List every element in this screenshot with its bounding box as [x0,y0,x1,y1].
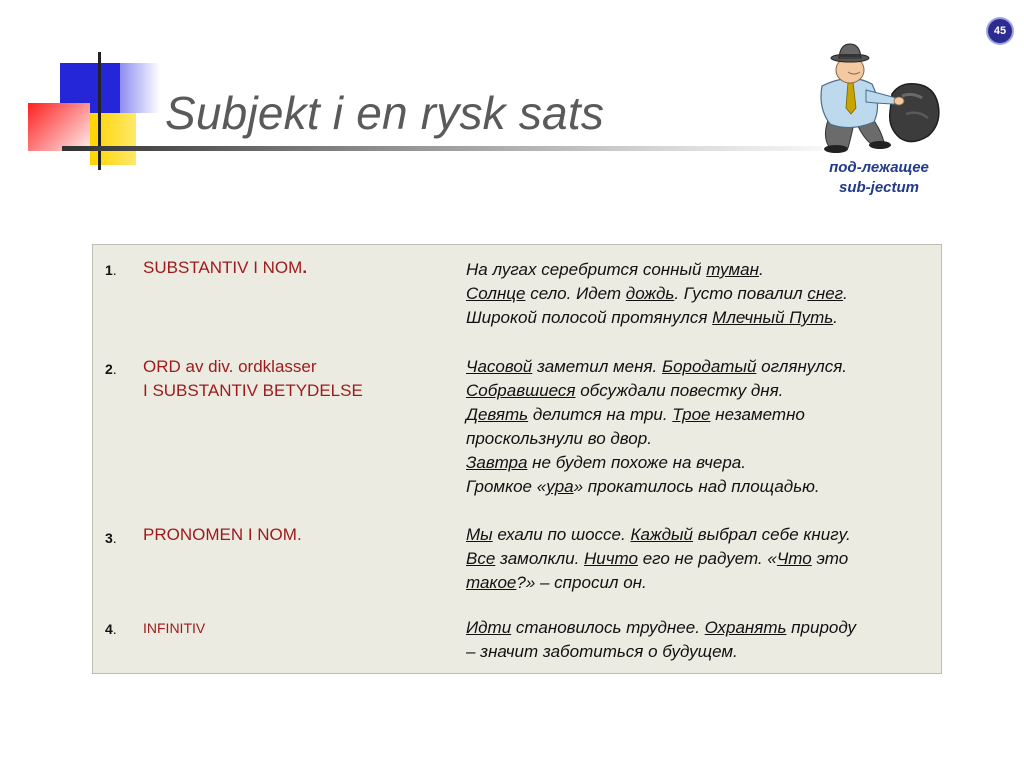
example-line [466,282,936,306]
example-text: » прокатилось над площадью. [573,477,820,496]
example-text: оглянулся. [756,357,848,376]
subject-word: Бородатый [662,357,757,376]
caption-line-1: под-лежащее [829,159,929,176]
subject-word: Трое [672,405,711,424]
subject-word: Что [776,549,812,568]
subject-word: Собравшиеся [466,381,576,400]
example-text: На лугах серебрится сонный [466,260,707,279]
example-line [466,616,936,640]
example-text: . [833,308,838,327]
example-text: село. Идет [525,284,626,303]
example-text: проскользнули во двор. [466,429,652,448]
example-line [466,258,936,282]
example-text: замолкли. [495,549,585,568]
example-line [466,355,936,379]
subject-word: туман [706,260,759,279]
title-underline [62,146,822,151]
example-line [466,427,936,451]
row-examples [466,355,936,499]
decor-vertical-line [98,52,101,170]
example-text: – значит заботиться о будущем. [466,642,738,661]
example-text: заметил меня. [532,357,662,376]
clipart-caption [805,158,953,198]
example-line [466,451,936,475]
subject-word: Все [466,549,496,568]
example-line [466,403,936,427]
row-number: 4. [105,621,117,637]
subject-word: Млечный Путь [712,308,834,327]
page-number-badge: 45 [988,19,1012,43]
subject-word: Девять [466,405,529,424]
decor-red-square [28,103,90,151]
example-line [466,571,936,595]
example-line [466,306,936,330]
example-text: становилось труднее. [511,618,705,637]
subject-word: такое [466,573,517,592]
subject-word: Ничто [584,549,638,568]
example-text: Громкое « [466,477,547,496]
example-text: . [758,260,764,279]
example-text: это [811,549,849,568]
subject-word: Идти [466,618,512,637]
row-category: ORD av div. ordklasser I SUBSTANTIV BETYDELSE [143,357,363,400]
decor-fade-square [120,63,160,113]
subject-word: Часовой [466,357,533,376]
example-text: ?» – спросил он. [516,573,647,592]
example-line [466,523,936,547]
example-text: обсуждали повестку дня. [575,381,784,400]
example-text: не будет похоже на вчера. [527,453,746,472]
subject-word: Солнце [466,284,526,303]
row-examples [466,523,936,595]
subject-word: Охранять [704,618,787,637]
example-text: его не радует. « [638,549,777,568]
subject-word: снег [807,284,844,303]
subject-word: ура [546,477,574,496]
example-line [466,475,936,499]
subject-word: Каждый [630,525,693,544]
example-text: природу [786,618,857,637]
row-number: 3. [105,530,117,546]
example-text: . [843,284,848,303]
row-examples [466,258,936,330]
slide-title: Subjekt i en rysk sats [165,87,605,139]
example-text: Широкой полосой протянулся [466,308,713,327]
row-category: PRONOMEN I NOM. [143,525,302,544]
row-number: 2. [105,361,117,377]
row-examples [466,616,936,664]
row-number: 1. [105,262,117,278]
subject-word: Завтра [466,453,528,472]
example-text: незаметно [710,405,805,424]
example-line [466,547,936,571]
example-line [466,640,936,664]
subject-word: Мы [466,525,493,544]
example-text: ехали по шоссе. [492,525,631,544]
example-text: делится на три. [528,405,673,424]
row-category: SUBSTANTIV I NOM. [143,258,308,277]
subject-word: дождь [625,284,675,303]
example-line [466,379,936,403]
man-examining-rock-icon [808,42,944,154]
row-category: INFINITIV [143,620,206,636]
example-text: выбрал себе книгу. [692,525,851,544]
caption-line-2: sub-jectum [838,179,919,196]
example-text: . Густо повалил [674,284,808,303]
decor-yellow-square [90,113,136,165]
